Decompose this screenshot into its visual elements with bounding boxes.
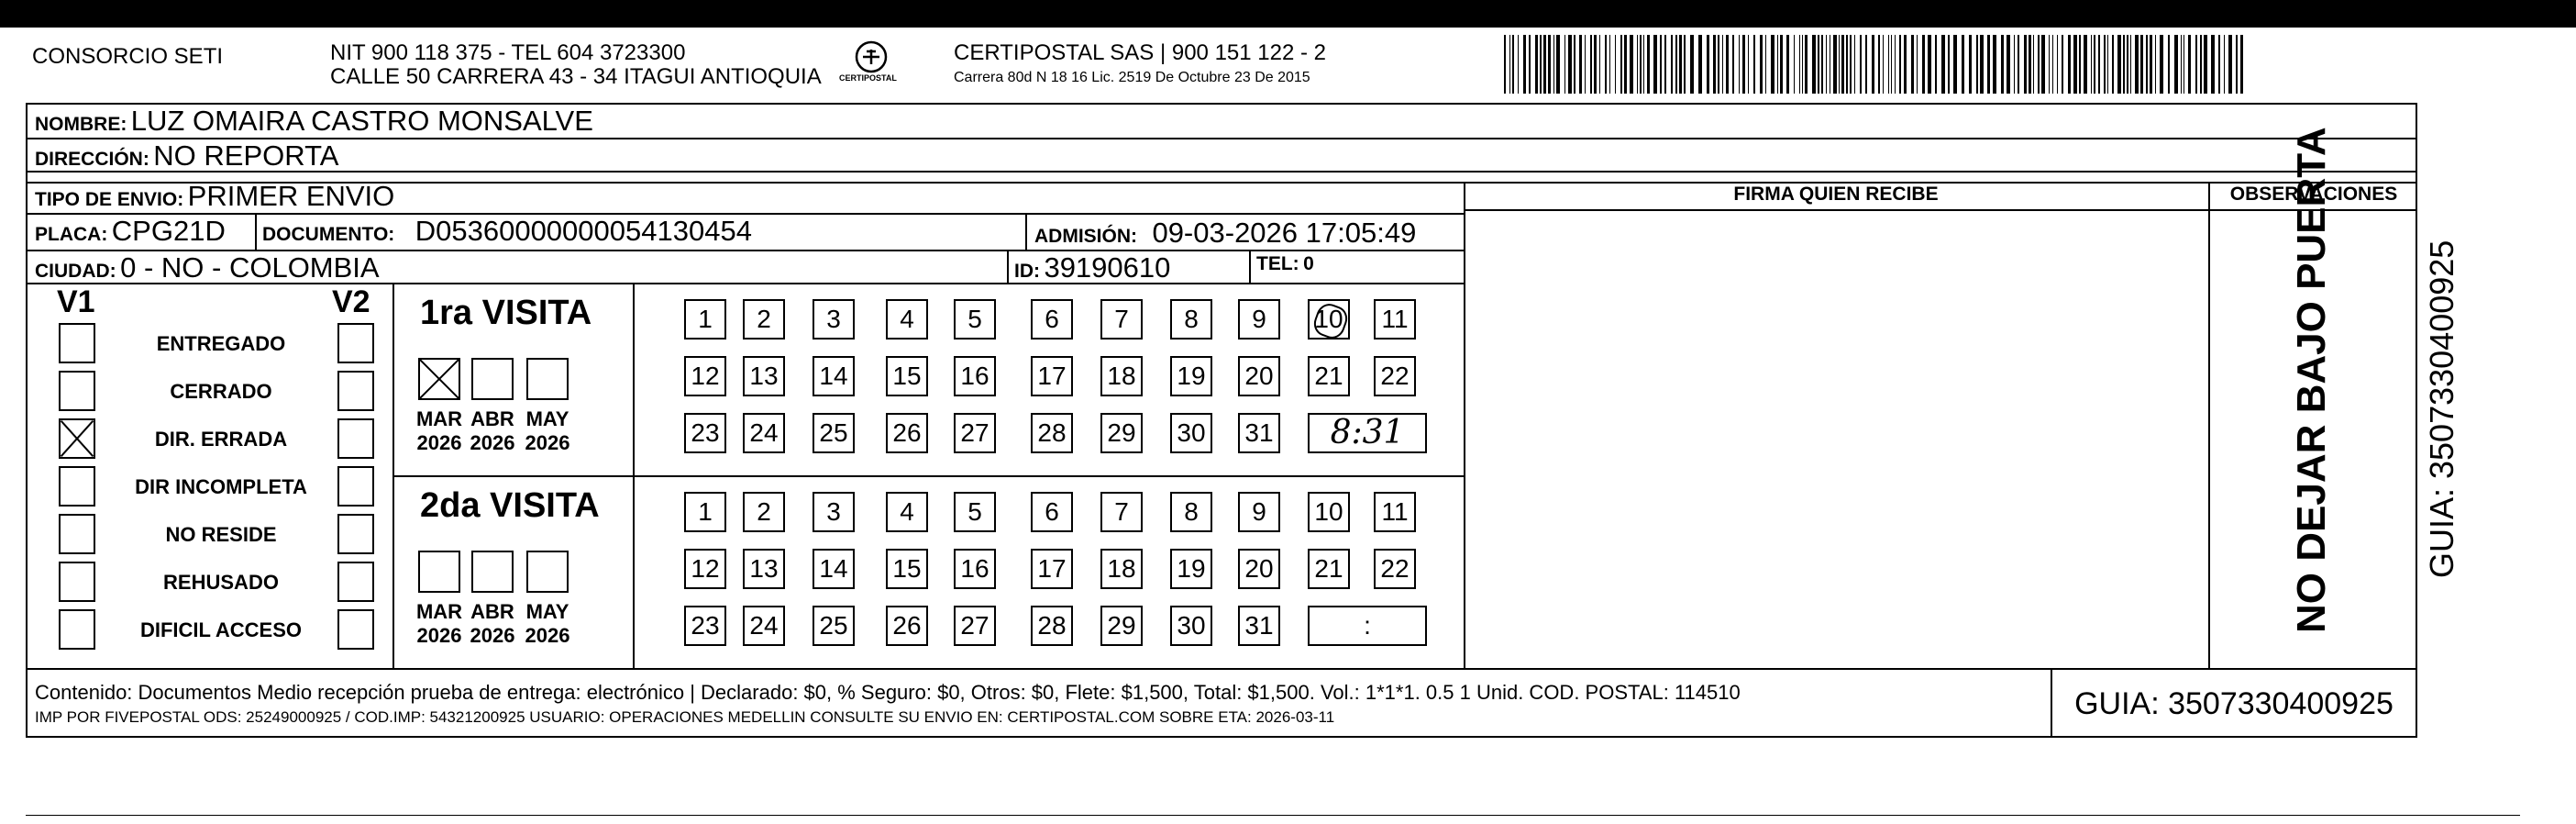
month-name: ABR [470, 600, 514, 623]
barcode-bar [1518, 35, 1519, 94]
day-box[interactable]: 7 [1100, 492, 1143, 532]
tel-row [1256, 253, 1314, 275]
admision-value: 09-03-2026 17:05:49 [1152, 217, 1417, 249]
tipo-row [35, 180, 394, 213]
barcode-bar [1765, 35, 1766, 94]
placa-label: PLACA: [35, 224, 108, 245]
barcode-bar [1640, 35, 1642, 94]
v2-checkbox[interactable] [337, 323, 374, 363]
barcode-bar [2038, 35, 2040, 94]
barcode-bar [1543, 35, 1546, 94]
barcode-bar [1872, 35, 1874, 94]
barcode-bar [1594, 35, 1597, 94]
direccion-value: NO REPORTA [153, 139, 339, 172]
barcode-bar [1568, 35, 1572, 94]
barcode-bar [1888, 35, 1889, 94]
barcode-bar [2135, 35, 2139, 94]
v2-label: V2 [332, 284, 370, 319]
side-guia: GUIA: 3507330400925 [2423, 239, 2460, 578]
id-value: 39190610 [1044, 251, 1171, 284]
status-option-label: REHUSADO [163, 571, 279, 594]
v1-checkbox[interactable] [59, 323, 95, 363]
day-box[interactable]: 12 [684, 549, 726, 589]
day-box[interactable]: 20 [1238, 549, 1280, 589]
carrier-logo-text: CERTIPOSTAL [839, 73, 897, 83]
day-box[interactable]: 12 [684, 356, 726, 396]
day-box[interactable]: 23 [684, 413, 726, 453]
day-box[interactable]: 5 [954, 299, 996, 340]
sender-line-1: NIT 900 118 375 - TEL 604 3723300 [330, 40, 686, 65]
barcode-bar [1860, 35, 1862, 94]
barcode-bar [2091, 35, 2092, 94]
day-box[interactable]: 18 [1100, 549, 1143, 589]
cut-line [26, 815, 2520, 816]
barcode-bar [1780, 35, 1783, 94]
ciudad-label: CIUDAD: [35, 261, 116, 282]
barcode-bar [1698, 35, 1702, 94]
id-label: ID: [1014, 261, 1040, 282]
day-box[interactable]: 3 [813, 492, 855, 532]
barcode-bar [1953, 35, 1957, 94]
day-box[interactable]: 30 [1170, 413, 1212, 453]
barcode-bar [1671, 35, 1673, 94]
barcode-bar [2029, 35, 2031, 94]
day-box[interactable]: 10 [1308, 492, 1350, 532]
day-box[interactable]: 15 [886, 549, 928, 589]
status-option-label: NO RESIDE [165, 523, 277, 546]
barcode-bar [2140, 35, 2143, 94]
barcode-bar [2057, 35, 2058, 94]
barcode-bar [2195, 35, 2197, 94]
visit-title: 1ra VISITA [420, 294, 592, 332]
barcode-bar [1917, 35, 1918, 94]
barcode-bar [1579, 35, 1582, 94]
day-box[interactable]: 3 [813, 299, 855, 340]
barcode-bar [1675, 35, 1677, 94]
barcode-bar [1850, 35, 1852, 94]
barcode-bar [2204, 35, 2207, 94]
barcode-bar [2211, 35, 2215, 94]
day-box[interactable]: 5 [954, 492, 996, 532]
barcode-bar [1865, 35, 1867, 94]
barcode-bar [1718, 35, 1719, 94]
day-box[interactable]: 22 [1374, 549, 1416, 589]
month-year: 2026 [525, 431, 570, 454]
barcode-bar [1732, 35, 1734, 94]
v2-checkbox[interactable] [337, 514, 374, 554]
barcode-bar [1922, 35, 1925, 94]
day-box[interactable]: 24 [743, 413, 785, 453]
barcode-bar [1799, 35, 1800, 94]
month-checkbox[interactable] [418, 358, 460, 400]
barcode-bar [2112, 35, 2114, 94]
barcode-bar [2094, 35, 2095, 94]
barcode-bar [1818, 35, 1819, 94]
barcode-bar [2062, 35, 2063, 94]
firma-header: FIRMA QUIEN RECIBE [1733, 184, 1939, 205]
barcode-bar [1512, 35, 1514, 94]
barcode-bar [2218, 35, 2220, 94]
day-box[interactable]: 28 [1031, 413, 1073, 453]
tel-value: 0 [1303, 253, 1314, 274]
barcode-bar [2224, 35, 2225, 94]
barcode-bar [1540, 35, 1542, 94]
placa-value: CPG21D [111, 215, 226, 247]
day-box[interactable]: 17 [1031, 356, 1073, 396]
status-option-label: DIFICIL ACCESO [139, 618, 302, 641]
v2-checkbox[interactable] [337, 562, 374, 602]
barcode-bar [2084, 35, 2087, 94]
day-box[interactable]: 31 [1238, 413, 1280, 453]
day-box[interactable]: 9 [1238, 492, 1280, 532]
nombre-value: LUZ OMAIRA CASTRO MONSALVE [130, 105, 593, 137]
ciudad-row [35, 251, 380, 284]
barcode-bar [1839, 35, 1840, 94]
day-box[interactable]: 2 [743, 492, 785, 532]
barcode-bar [1948, 35, 1950, 94]
barcode-bar [1748, 35, 1749, 94]
month-name: MAY [525, 600, 569, 623]
barcode-bar [2155, 35, 2156, 94]
barcode-bar [1548, 35, 1551, 94]
barcode-bar [2174, 35, 2178, 94]
v1-checkbox[interactable] [59, 466, 95, 507]
barcode-bar [1962, 35, 1964, 94]
barcode-bar [1684, 35, 1686, 94]
carrier-line-1: CERTIPOSTAL SAS | 900 151 122 - 2 [954, 40, 1326, 65]
barcode-bar [1980, 35, 1984, 94]
barcode-bar [1742, 35, 1745, 94]
day-box[interactable]: 1 [684, 492, 726, 532]
carrier-line-2: Carrera 80d N 18 16 Lic. 2519 De Octubre 23 De 2015 [954, 70, 1310, 85]
footer-line-2: IMP POR FIVEPOSTAL ODS: 25249000925 / COD.IMP: 54321200925 USUARIO: OPERACIONES MEDELLIN CONSULTE SU ENVIO EN: CERTIPOSTAL.COM SOBRE ETA: 2026-03-11 [35, 708, 1335, 726]
barcode-bar [1599, 35, 1600, 94]
day-box[interactable]: 24 [743, 606, 785, 646]
barcode-bar [1556, 35, 1560, 94]
direccion-row [35, 139, 338, 173]
day-box[interactable]: 28 [1031, 606, 1073, 646]
v1-checkbox[interactable] [59, 371, 95, 411]
month-checkbox[interactable] [526, 551, 569, 593]
barcode-bar [2228, 35, 2232, 94]
day-box[interactable]: 11 [1374, 299, 1416, 340]
barcode-bar [1620, 35, 1622, 94]
barcode-bar [2073, 35, 2077, 94]
barcode-bar [2168, 35, 2170, 94]
barcode-bar [1523, 35, 1526, 94]
barcode-bar [2068, 35, 2071, 94]
barcode-bar [2007, 35, 2010, 94]
v2-checkbox[interactable] [337, 609, 374, 650]
day-box[interactable]: 17 [1031, 549, 1073, 589]
day-box[interactable]: 8 [1170, 492, 1212, 532]
barcode-bar [2098, 35, 2100, 94]
barcode-bar [1826, 35, 1827, 94]
month-checkbox[interactable] [471, 358, 514, 400]
status-option-label: DIR INCOMPLETA [135, 475, 307, 498]
month-year: 2026 [416, 431, 462, 454]
day-box[interactable]: 6 [1031, 299, 1073, 340]
v1-label: V1 [57, 284, 95, 319]
barcode-bar [2188, 35, 2191, 94]
month-name: ABR [470, 407, 514, 430]
barcode-bar [1647, 35, 1650, 94]
documento-label: DOCUMENTO: [262, 224, 395, 245]
barcode-bar [1833, 35, 1837, 94]
month-label [515, 407, 580, 455]
day-box[interactable]: 9 [1238, 299, 1280, 340]
barcode-bar [2150, 35, 2152, 94]
day-box[interactable]: 29 [1100, 413, 1143, 453]
barcode-bar [2049, 35, 2050, 94]
barcode-bar [2117, 35, 2121, 94]
day-box[interactable]: 13 [743, 549, 785, 589]
carrier-logo [839, 37, 903, 92]
barcode-bar [1899, 35, 1901, 94]
carrier-logo-icon [839, 37, 903, 92]
barcode-bar [1664, 35, 1666, 94]
day-box[interactable]: 18 [1100, 356, 1143, 396]
day-box[interactable]: 22 [1374, 356, 1416, 396]
month-checkbox[interactable] [418, 551, 460, 593]
footer-guia: GUIA: 3507330400925 [2074, 686, 2394, 721]
barcode-bar [1878, 35, 1880, 94]
barcode-bar [1585, 35, 1586, 94]
v2-checkbox[interactable] [337, 418, 374, 459]
barcode-bar [1739, 35, 1740, 94]
day-box[interactable]: 26 [886, 606, 928, 646]
documento-value: D05360000000054130454 [415, 215, 752, 247]
month-year: 2026 [416, 624, 462, 647]
barcode-bar [2181, 35, 2182, 94]
direccion-label: DIRECCIÓN: [35, 149, 149, 170]
barcode-bar [1722, 35, 1723, 94]
barcode-bar [2001, 35, 2004, 94]
barcode-bar [1805, 35, 1808, 94]
day-box[interactable]: 4 [886, 299, 928, 340]
v2-checkbox[interactable] [337, 466, 374, 507]
day-box[interactable]: 31 [1238, 606, 1280, 646]
v1-checkbox[interactable] [59, 562, 95, 602]
barcode-bar [1637, 35, 1638, 94]
month-name: MAR [415, 600, 463, 623]
barcode-bar [2146, 35, 2148, 94]
barcode-bar [1987, 35, 1990, 94]
barcode-bar [1854, 35, 1855, 94]
barcode-bar [1911, 35, 1914, 94]
barcode-bar [1821, 35, 1823, 94]
barcode-bar [1564, 35, 1565, 94]
barcode-bar [1590, 35, 1592, 94]
barcode-bar [1777, 35, 1778, 94]
observaciones-header: OBSERVACIONES [2229, 184, 2398, 205]
barcode-bar [1653, 35, 1657, 94]
barcode-bar [1883, 35, 1884, 94]
tel-label: TEL: [1256, 253, 1299, 274]
id-row [1014, 251, 1170, 284]
barcode-bar [1802, 35, 1803, 94]
day-box[interactable]: 16 [954, 356, 996, 396]
barcode-bar [1609, 35, 1610, 94]
day-box[interactable]: 14 [813, 356, 855, 396]
barcode-bar [1509, 35, 1510, 94]
barcode-bar [1553, 35, 1554, 94]
barcode-bar [1624, 35, 1627, 94]
barcode-bar [1574, 35, 1575, 94]
barcode-bar [2024, 35, 2027, 94]
month-year: 2026 [525, 624, 570, 647]
day-box[interactable]: 7 [1100, 299, 1143, 340]
day-box[interactable]: 19 [1170, 356, 1212, 396]
barcode-bar [2052, 35, 2053, 94]
month-label [515, 600, 580, 648]
ciudad-value: 0 - NO - COLOMBIA [120, 251, 380, 284]
barcode-bar [1713, 35, 1716, 94]
day-box[interactable]: 20 [1238, 356, 1280, 396]
day-box[interactable]: 23 [684, 606, 726, 646]
barcode-bar [1690, 35, 1694, 94]
barcode-bar [1529, 35, 1531, 94]
barcode-bar [1753, 35, 1755, 94]
placa-row [35, 215, 226, 248]
v1-checkbox[interactable] [59, 609, 95, 650]
day-box[interactable]: 26 [886, 413, 928, 453]
barcode-bar [2018, 35, 2019, 94]
barcode-bar [2033, 35, 2034, 94]
barcode-bar [1771, 35, 1774, 94]
barcode-bar [2240, 35, 2243, 94]
barcode [1504, 35, 2247, 94]
status-option-label: CERRADO [170, 380, 272, 403]
barcode-bar [1679, 35, 1682, 94]
barcode-bar [1660, 35, 1662, 94]
footer-line-1: Contenido: Documentos Medio recepción prueba de entrega: electrónico | Declarado: $0, % Seguro: $0, Otros: $0, Flete: $1,500, Total: $1,500. Vol.: 1*1*1. 0.5 1 Unid. COD. POSTAL: 114510 [35, 681, 1741, 704]
status-option-label: ENTREGADO [156, 332, 286, 355]
tipo-value: PRIMER ENVIO [187, 180, 395, 212]
barcode-bar [1615, 35, 1616, 94]
barcode-bar [2123, 35, 2125, 94]
day-box[interactable]: 30 [1170, 606, 1212, 646]
month-year: 2026 [470, 431, 515, 454]
time-field[interactable]: : [1308, 606, 1427, 646]
barcode-bar [2160, 35, 2163, 94]
barcode-bar [1707, 35, 1709, 94]
barcode-bar [1935, 35, 1937, 94]
barcode-bar [1895, 35, 1896, 94]
barcode-bar [2130, 35, 2131, 94]
barcode-bar [1812, 35, 1816, 94]
day-box[interactable]: 16 [954, 549, 996, 589]
day-box[interactable]: 25 [813, 413, 855, 453]
barcode-bar [1726, 35, 1729, 94]
barcode-bar [2236, 35, 2238, 94]
barcode-bar [1969, 35, 1972, 94]
barcode-bar [1904, 35, 1907, 94]
sender-name: CONSORCIO SETI [32, 44, 224, 69]
admision-label: ADMISIÓN: [1034, 226, 1137, 247]
nombre-row [35, 105, 593, 138]
admision-row [1034, 217, 1416, 250]
month-name: MAY [525, 407, 569, 430]
barcode-bar [1760, 35, 1763, 94]
month-year: 2026 [470, 624, 515, 647]
day-box[interactable]: 15 [886, 356, 928, 396]
status-option-label: DIR. ERRADA [154, 428, 288, 451]
day-box[interactable]: 6 [1031, 492, 1073, 532]
day-box[interactable]: 10 [1308, 299, 1350, 340]
day-box[interactable]: 27 [954, 606, 996, 646]
day-box[interactable]: 14 [813, 549, 855, 589]
barcode-bar [1993, 35, 1996, 94]
barcode-bar [2041, 35, 2045, 94]
sender-line-2: CALLE 50 CARRERA 43 - 34 ITAGUI ANTIOQUIA [330, 64, 822, 89]
barcode-bar [1643, 35, 1644, 94]
day-box[interactable]: 11 [1374, 492, 1416, 532]
day-box[interactable]: 4 [886, 492, 928, 532]
v2-checkbox[interactable] [337, 371, 374, 411]
documento-row [262, 215, 752, 248]
barcode-bar [1976, 35, 1978, 94]
barcode-bar [1786, 35, 1789, 94]
day-box[interactable]: 27 [954, 413, 996, 453]
visit-title: 2da VISITA [420, 486, 600, 525]
barcode-bar [2079, 35, 2081, 94]
time-field[interactable]: 8:31 [1308, 413, 1427, 453]
barcode-bar [1941, 35, 1945, 94]
day-box[interactable]: 19 [1170, 549, 1212, 589]
v1-checkbox[interactable] [59, 418, 95, 459]
side-notice: NO DEJAR BAJO PUERTA [2289, 127, 2334, 633]
day-box[interactable]: 13 [743, 356, 785, 396]
barcode-bar [1630, 35, 1633, 94]
month-checkbox[interactable] [526, 358, 569, 400]
day-box[interactable]: 8 [1170, 299, 1212, 340]
day-box[interactable]: 25 [813, 606, 855, 646]
month-checkbox[interactable] [471, 551, 514, 593]
barcode-bar [2104, 35, 2106, 94]
tipo-label: TIPO DE ENVIO: [35, 189, 184, 210]
day-box[interactable]: 1 [684, 299, 726, 340]
barcode-bar [1504, 35, 1506, 94]
barcode-bar [1605, 35, 1607, 94]
month-name: MAR [415, 407, 463, 430]
barcode-bar [2200, 35, 2202, 94]
barcode-bar [1794, 35, 1795, 94]
barcode-image [1504, 35, 2247, 94]
v1-checkbox[interactable] [59, 514, 95, 554]
day-box[interactable]: 21 [1308, 549, 1350, 589]
barcode-bar [1846, 35, 1848, 94]
barcode-bar [2127, 35, 2128, 94]
day-box[interactable]: 29 [1100, 606, 1143, 646]
day-box[interactable]: 21 [1308, 356, 1350, 396]
day-box[interactable]: 2 [743, 299, 785, 340]
nombre-label: NOMBRE: [35, 114, 127, 135]
barcode-bar [2014, 35, 2015, 94]
top-border [0, 0, 2576, 28]
barcode-bar [2107, 35, 2108, 94]
barcode-bar [1535, 35, 1538, 94]
barcode-bar [1841, 35, 1844, 94]
barcode-bar [1928, 35, 1931, 94]
barcode-bar [1891, 35, 1892, 94]
